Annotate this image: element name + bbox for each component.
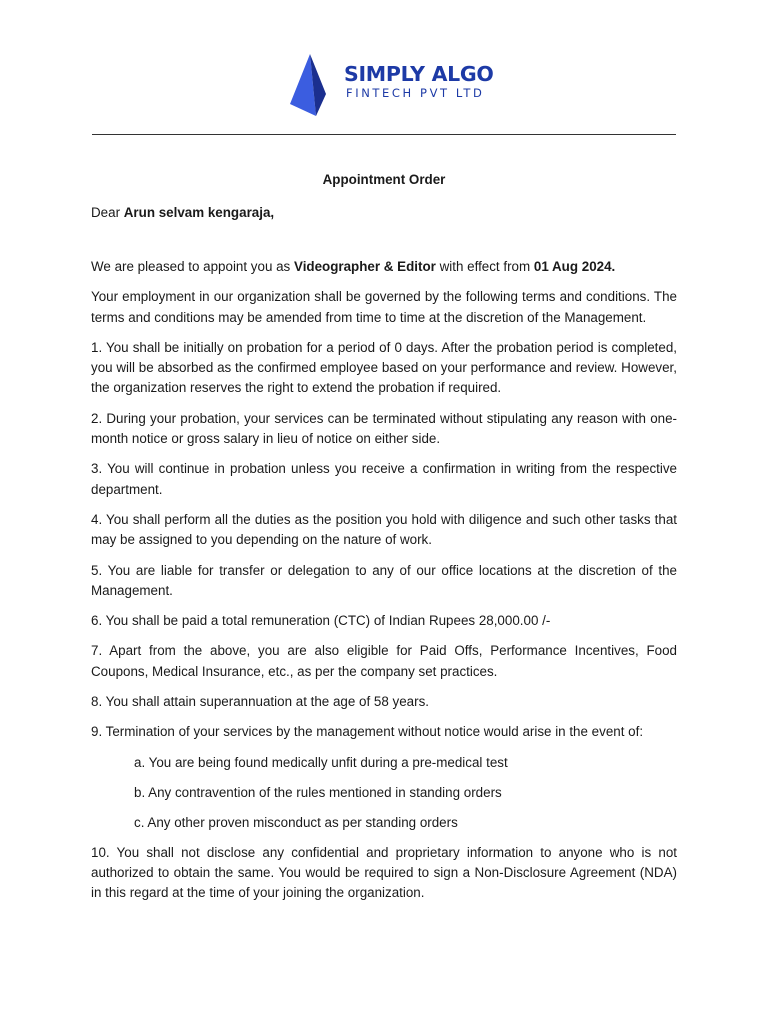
spacer	[91, 223, 677, 257]
effective-date: 01 Aug 2024.	[533, 259, 616, 274]
company-logo	[286, 52, 494, 118]
governance-paragraph: Your employment in our organization shall be governed by the following terms and conditions. The terms and conditions may be amended from time to time at the discretion of the Management.	[91, 289, 677, 325]
salutation: Dear	[91, 205, 121, 220]
sub-clause-b: b. Any contravention of the rules mentioned in standing orders	[134, 784, 502, 800]
clause-4: 4. You shall perform all the duties as the position you hold with diligence and such other tasks that may be assigned to you depending on the nature of work.	[91, 511, 677, 548]
recipient-name: Arun selvam kengaraja,	[123, 205, 275, 220]
clause-5: 5. You are liable for transfer or delegation to any of our office locations at the discretion of the Management.	[91, 562, 677, 598]
sub-clause-c: c. Any other proven misconduct as per standing orders	[134, 814, 458, 830]
intro-prefix: We are pleased to appoint you as	[91, 259, 291, 274]
logo-brand-name: SIMPLY ALGO	[344, 62, 494, 86]
position-title: Videographer & Editor	[294, 259, 436, 274]
clause-9: 9. Termination of your services by the management without notice would arise in the event of:	[91, 724, 644, 740]
clause-2: 2. During your probation, your services can be terminated without stipulating any reason with one-month notice or gross salary in lieu of notice on either side.	[91, 410, 677, 447]
clause-8: 8. You shall attain superannuation at the age of 58 years.	[91, 694, 429, 710]
salutation-line	[91, 203, 677, 223]
clause-10: 10. You shall not disclose any confidential and proprietary information to anyone who is not authorized to obtain the same. You would be required to sign a Non-Disclosure Agreement (NDA) in this regard at the time of your joining the organization.	[91, 844, 677, 901]
letter-title: Appointment Order	[322, 172, 446, 187]
intro-middle: with effect from	[439, 259, 531, 274]
letter-body	[91, 170, 677, 914]
clause-6: 6. You shall be paid a total remuneration (CTC) of Indian Rupees 28,000.00 /-	[91, 613, 551, 629]
logo-mark-icon	[286, 52, 342, 118]
header-divider	[92, 134, 676, 135]
clause-1: 1. You shall be initially on probation for a period of 0 days. After the probation period is completed, you will be absorbed as the confirmed employee based on your performance and review. However, the organization reserves the right to extend the probation if required.	[91, 339, 677, 396]
intro-paragraph	[91, 257, 677, 277]
clause-3: 3. You will continue in probation unless you receive a confirmation in writing from the respective department.	[91, 461, 677, 497]
logo-tagline: FINTECH PVT LTD	[346, 86, 485, 100]
clause-7: 7. Apart from the above, you are also eligible for Paid Offs, Performance Incentives, Food Coupons, Medical Insurance, etc., as per the company set practices.	[91, 643, 677, 679]
sub-clause-a: a. You are being found medically unfit during a pre-medical test	[134, 754, 508, 770]
